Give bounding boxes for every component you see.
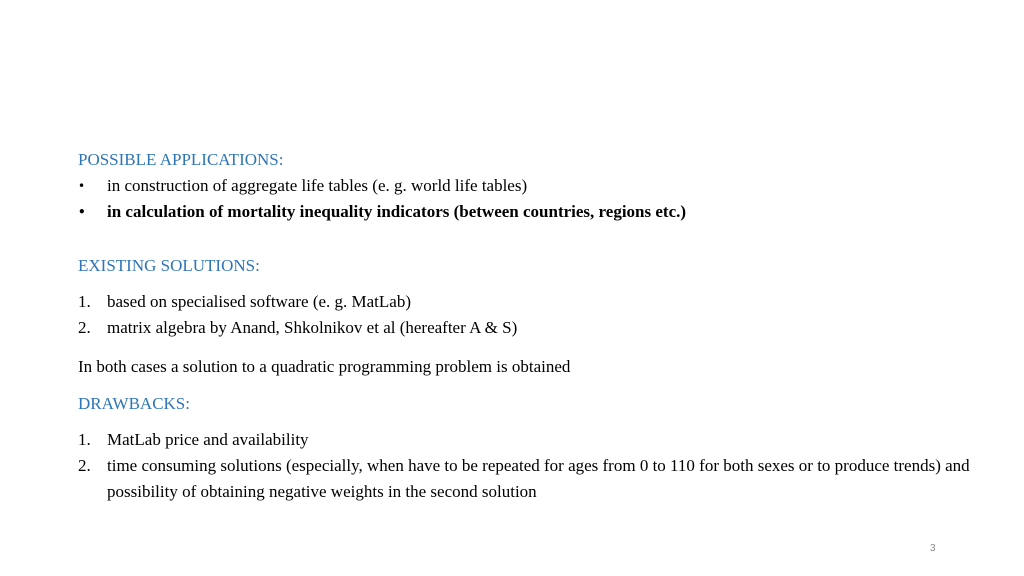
bullet-icon: •: [78, 179, 86, 193]
list-item-text: MatLab price and availability: [107, 430, 309, 449]
list-number: 2.: [78, 456, 91, 475]
bullet-icon: •: [78, 205, 86, 219]
list-item: [78, 199, 686, 225]
list-number: 1.: [78, 292, 91, 311]
list-item: [78, 427, 977, 453]
existing-solutions-heading: EXISTING SOLUTIONS:: [78, 256, 260, 275]
drawbacks-list: [78, 427, 977, 505]
list-number: 2.: [78, 318, 91, 337]
list-item-text: in calculation of mortality inequality indicators (between countries, regions etc.): [107, 202, 687, 221]
drawbacks-heading: DRAWBACKS:: [78, 394, 190, 413]
list-item: [78, 315, 977, 341]
list-item-text: based on specialised software (e. g. MatLab): [107, 292, 411, 311]
existing-solutions-list: [78, 289, 977, 341]
list-item: [78, 289, 977, 315]
applications-list: [78, 173, 686, 225]
list-item: [78, 173, 686, 199]
possible-applications-heading: POSSIBLE APPLICATIONS:: [78, 150, 284, 169]
conclusion-text: In both cases a solution to a quadratic programming problem is obtained: [78, 357, 571, 376]
list-item-text: matrix algebra by Anand, Shkolnikov et al (hereafter A & S): [107, 318, 518, 337]
page-number: 3: [930, 543, 936, 554]
list-item: [78, 453, 977, 505]
list-number: 1.: [78, 430, 91, 449]
list-item-text: time consuming solutions (especially, when have to be repeated for ages from 0 to 110 for both sexes or to produce trends) and possibility of obtaining negative weights in the second solution: [107, 456, 970, 501]
list-item-text: in construction of aggregate life tables (e. g. world life tables): [107, 176, 528, 195]
